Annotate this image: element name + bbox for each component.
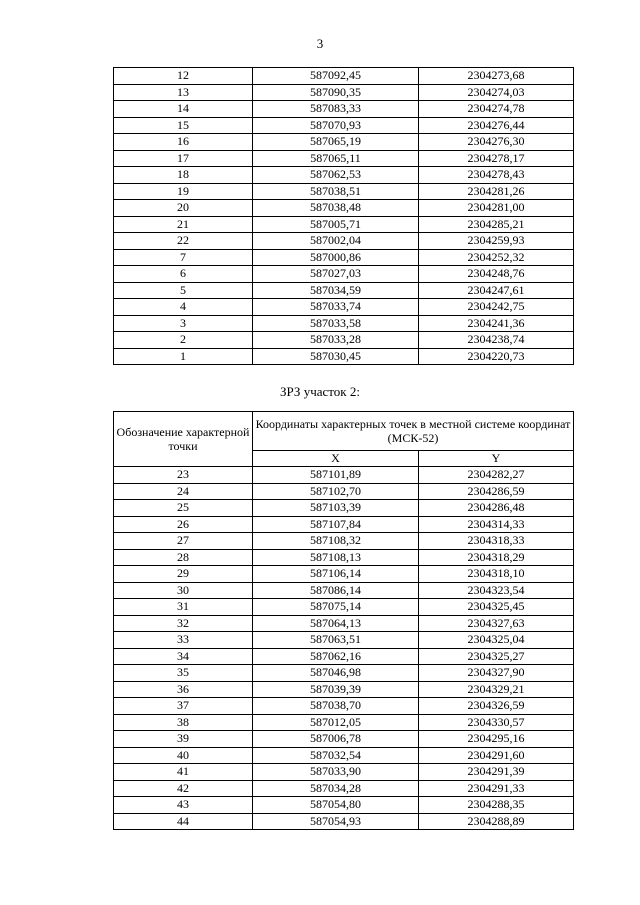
point-number-cell: 38	[114, 714, 253, 731]
table-row	[114, 582, 574, 599]
point-number-cell: 34	[114, 648, 253, 665]
point-number-cell: 6	[114, 266, 253, 283]
table-row	[114, 714, 574, 731]
point-number-cell: 44	[114, 813, 253, 830]
y-coordinate-cell: 2304274,03	[419, 84, 574, 101]
x-coordinate-cell: 587064,13	[253, 615, 419, 632]
y-coordinate-cell: 2304329,21	[419, 681, 574, 698]
point-number-cell: 1	[114, 348, 253, 365]
table-row	[114, 183, 574, 200]
table-row	[114, 101, 574, 118]
point-number-cell: 21	[114, 216, 253, 233]
y-coordinate-cell: 2304278,17	[419, 150, 574, 167]
coordinates-table-plot-2-body	[114, 467, 574, 830]
point-number-cell: 3	[114, 315, 253, 332]
point-number-cell: 2	[114, 332, 253, 349]
x-coordinate-cell: 587075,14	[253, 599, 419, 616]
x-coordinate-cell: 587103,39	[253, 500, 419, 517]
table-row	[114, 632, 574, 649]
y-coordinate-cell: 2304220,73	[419, 348, 574, 365]
table-row	[114, 764, 574, 781]
point-number-cell: 5	[114, 282, 253, 299]
header-x: X	[253, 451, 419, 467]
table-row	[114, 731, 574, 748]
table-row	[114, 681, 574, 698]
y-coordinate-cell: 2304288,89	[419, 813, 574, 830]
point-number-cell: 40	[114, 747, 253, 764]
x-coordinate-cell: 587054,80	[253, 797, 419, 814]
y-coordinate-cell: 2304259,93	[419, 233, 574, 250]
x-coordinate-cell: 587070,93	[253, 117, 419, 134]
x-coordinate-cell: 587012,05	[253, 714, 419, 731]
y-coordinate-cell: 2304282,27	[419, 467, 574, 484]
x-coordinate-cell: 587005,71	[253, 216, 419, 233]
point-number-cell: 30	[114, 582, 253, 599]
table-row	[114, 549, 574, 566]
point-number-cell: 12	[114, 68, 253, 85]
table-row	[114, 216, 574, 233]
table-row	[114, 134, 574, 151]
table-row	[114, 84, 574, 101]
point-number-cell: 37	[114, 698, 253, 715]
x-coordinate-cell: 587101,89	[253, 467, 419, 484]
y-coordinate-cell: 2304295,16	[419, 731, 574, 748]
y-coordinate-cell: 2304291,39	[419, 764, 574, 781]
point-number-cell: 19	[114, 183, 253, 200]
y-coordinate-cell: 2304325,04	[419, 632, 574, 649]
x-coordinate-cell: 587000,86	[253, 249, 419, 266]
x-coordinate-cell: 587083,33	[253, 101, 419, 118]
x-coordinate-cell: 587033,90	[253, 764, 419, 781]
point-number-cell: 14	[114, 101, 253, 118]
page-number: 3	[316, 36, 324, 51]
point-number-cell: 15	[114, 117, 253, 134]
table-row	[114, 249, 574, 266]
y-coordinate-cell: 2304318,33	[419, 533, 574, 550]
table-row	[114, 200, 574, 217]
table-header-row	[114, 412, 574, 451]
table-row	[114, 533, 574, 550]
table-row	[114, 599, 574, 616]
y-coordinate-cell: 2304325,45	[419, 599, 574, 616]
x-coordinate-cell: 587062,16	[253, 648, 419, 665]
table-row	[114, 348, 574, 365]
coordinates-table-part-1	[113, 67, 574, 365]
x-coordinate-cell: 587038,70	[253, 698, 419, 715]
point-number-cell: 24	[114, 483, 253, 500]
x-coordinate-cell: 587106,14	[253, 566, 419, 583]
point-number-cell: 20	[114, 200, 253, 217]
y-coordinate-cell: 2304291,33	[419, 780, 574, 797]
x-coordinate-cell: 587090,35	[253, 84, 419, 101]
x-coordinate-cell: 587092,45	[253, 68, 419, 85]
x-coordinate-cell: 587034,59	[253, 282, 419, 299]
point-number-cell: 18	[114, 167, 253, 184]
x-coordinate-cell: 587033,74	[253, 299, 419, 316]
table-row	[114, 747, 574, 764]
point-number-cell: 16	[114, 134, 253, 151]
point-number-cell: 39	[114, 731, 253, 748]
table-row	[114, 117, 574, 134]
header-coordinates: Координаты характерных точек в местной системе координат (МСК-52)	[253, 412, 574, 451]
y-coordinate-cell: 2304330,57	[419, 714, 574, 731]
header-point-designation: Обозначение характерной точки	[114, 412, 253, 467]
point-number-cell: 7	[114, 249, 253, 266]
x-coordinate-cell: 587065,11	[253, 150, 419, 167]
table-row	[114, 233, 574, 250]
point-number-cell: 26	[114, 516, 253, 533]
y-coordinate-cell: 2304325,27	[419, 648, 574, 665]
table-row	[114, 615, 574, 632]
y-coordinate-cell: 2304252,32	[419, 249, 574, 266]
coordinates-table-plot-2	[113, 411, 574, 830]
x-coordinate-cell: 587065,19	[253, 134, 419, 151]
x-coordinate-cell: 587038,51	[253, 183, 419, 200]
table-row	[114, 813, 574, 830]
y-coordinate-cell: 2304242,75	[419, 299, 574, 316]
y-coordinate-cell: 2304318,29	[419, 549, 574, 566]
table-row	[114, 780, 574, 797]
x-coordinate-cell: 587054,93	[253, 813, 419, 830]
y-coordinate-cell: 2304241,36	[419, 315, 574, 332]
y-coordinate-cell: 2304276,44	[419, 117, 574, 134]
y-coordinate-cell: 2304326,59	[419, 698, 574, 715]
section-title-plot-2: ЗРЗ участок 2:	[280, 384, 360, 399]
point-number-cell: 29	[114, 566, 253, 583]
y-coordinate-cell: 2304286,48	[419, 500, 574, 517]
y-coordinate-cell: 2304327,90	[419, 665, 574, 682]
point-number-cell: 22	[114, 233, 253, 250]
point-number-cell: 28	[114, 549, 253, 566]
table-row	[114, 299, 574, 316]
y-coordinate-cell: 2304278,43	[419, 167, 574, 184]
x-coordinate-cell: 587002,04	[253, 233, 419, 250]
coordinates-table-part-1-body	[114, 68, 574, 365]
y-coordinate-cell: 2304318,10	[419, 566, 574, 583]
point-number-cell: 23	[114, 467, 253, 484]
y-coordinate-cell: 2304281,26	[419, 183, 574, 200]
point-number-cell: 35	[114, 665, 253, 682]
point-number-cell: 27	[114, 533, 253, 550]
x-coordinate-cell: 587032,54	[253, 747, 419, 764]
point-number-cell: 32	[114, 615, 253, 632]
x-coordinate-cell: 587006,78	[253, 731, 419, 748]
point-number-cell: 25	[114, 500, 253, 517]
table-row	[114, 167, 574, 184]
y-coordinate-cell: 2304238,74	[419, 332, 574, 349]
x-coordinate-cell: 587033,28	[253, 332, 419, 349]
table-row	[114, 698, 574, 715]
x-coordinate-cell: 587033,58	[253, 315, 419, 332]
x-coordinate-cell: 587102,70	[253, 483, 419, 500]
table-row	[114, 315, 574, 332]
point-number-cell: 33	[114, 632, 253, 649]
y-coordinate-cell: 2304276,30	[419, 134, 574, 151]
table-row	[114, 282, 574, 299]
x-coordinate-cell: 587039,39	[253, 681, 419, 698]
table-row	[114, 500, 574, 517]
table-row	[114, 68, 574, 85]
table-row	[114, 516, 574, 533]
point-number-cell: 31	[114, 599, 253, 616]
x-coordinate-cell: 587027,03	[253, 266, 419, 283]
point-number-cell: 41	[114, 764, 253, 781]
x-coordinate-cell: 587062,53	[253, 167, 419, 184]
x-coordinate-cell: 587063,51	[253, 632, 419, 649]
y-coordinate-cell: 2304286,59	[419, 483, 574, 500]
point-number-cell: 36	[114, 681, 253, 698]
header-y: Y	[419, 451, 574, 467]
point-number-cell: 13	[114, 84, 253, 101]
point-number-cell: 4	[114, 299, 253, 316]
y-coordinate-cell: 2304291,60	[419, 747, 574, 764]
y-coordinate-cell: 2304288,35	[419, 797, 574, 814]
x-coordinate-cell: 587038,48	[253, 200, 419, 217]
y-coordinate-cell: 2304248,76	[419, 266, 574, 283]
table-row	[114, 797, 574, 814]
table-row	[114, 467, 574, 484]
x-coordinate-cell: 587030,45	[253, 348, 419, 365]
table-row	[114, 150, 574, 167]
y-coordinate-cell: 2304274,78	[419, 101, 574, 118]
y-coordinate-cell: 2304281,00	[419, 200, 574, 217]
x-coordinate-cell: 587086,14	[253, 582, 419, 599]
x-coordinate-cell: 587034,28	[253, 780, 419, 797]
table-row	[114, 648, 574, 665]
x-coordinate-cell: 587046,98	[253, 665, 419, 682]
x-coordinate-cell: 587107,84	[253, 516, 419, 533]
table-row	[114, 266, 574, 283]
y-coordinate-cell: 2304327,63	[419, 615, 574, 632]
y-coordinate-cell: 2304285,21	[419, 216, 574, 233]
x-coordinate-cell: 587108,13	[253, 549, 419, 566]
table-row	[114, 483, 574, 500]
point-number-cell: 43	[114, 797, 253, 814]
y-coordinate-cell: 2304273,68	[419, 68, 574, 85]
y-coordinate-cell: 2304247,61	[419, 282, 574, 299]
point-number-cell: 17	[114, 150, 253, 167]
point-number-cell: 42	[114, 780, 253, 797]
table-row	[114, 566, 574, 583]
table-row	[114, 332, 574, 349]
table-row	[114, 665, 574, 682]
y-coordinate-cell: 2304323,54	[419, 582, 574, 599]
x-coordinate-cell: 587108,32	[253, 533, 419, 550]
y-coordinate-cell: 2304314,33	[419, 516, 574, 533]
